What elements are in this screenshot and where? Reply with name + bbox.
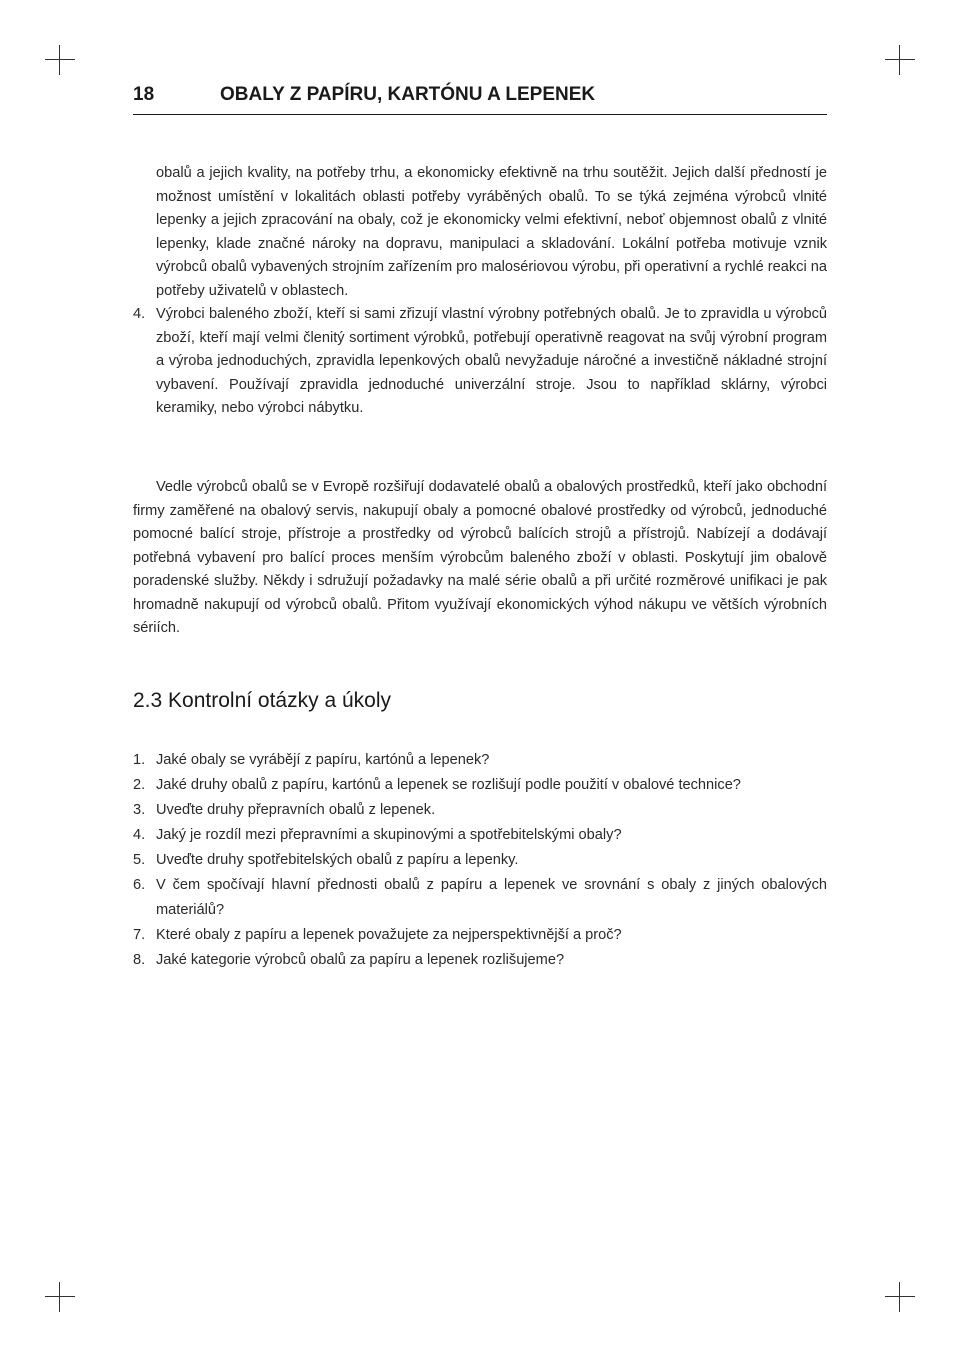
crop-mark-bottom-left	[45, 1282, 75, 1312]
question-item	[133, 798, 827, 823]
question-text: Jaké druhy obalů z papíru, kartónů a lepenek se rozlišují podle použití v obalové technice?	[156, 777, 741, 793]
crop-mark-top-left	[45, 45, 75, 75]
question-text: Uveďte druhy spotřebitelských obalů z papíru a lepenky.	[156, 852, 519, 868]
question-text: Jaké kategorie výrobců obalů za papíru a lepenek rozlišujeme?	[156, 952, 565, 968]
question-item	[133, 748, 827, 773]
crop-mark-bottom-right	[885, 1282, 915, 1312]
question-item	[133, 823, 827, 848]
chapter-title: OBALY Z PAPÍRU, KARTÓNU A LEPENEK	[220, 84, 596, 105]
question-number: 4.	[133, 827, 146, 843]
question-number: 1.	[133, 752, 146, 768]
question-text: V čem spočívají hlavní přednosti obalů z papíru a lepenek ve srovnání s obaly z jiných obalových materiálů?	[156, 877, 827, 918]
main-paragraph: Vedle výrobců obalů se v Evropě rozšiřují dodavatelé obalů a obalových prostředků, kteří jako obchodní firmy zaměřené na obalový servis, nakupují obaly a pomocné obalové prostředky od výrobců, jednoduché pomocné balící stroje, přístroje a prostředky od výrobců balících strojů a přístrojů. Nabízejí a dodávají potřebná vybavení pro balící proces menším výrobcům baleného zboží v oblasti. Poskytují jim obalově poradenské služby. Někdy i sdružují požadavky na malé série obalů a při určité rozměrové unifikaci je pak hromadně nakupují od výrobců obalů. Přitom využívají ekonomických výhod nákupu ve větších výrobních sériích.	[133, 479, 827, 636]
list-item-4	[133, 303, 827, 421]
page-number: 18	[133, 84, 155, 105]
question-item	[133, 948, 827, 973]
list-item-text: Výrobci baleného zboží, kteří si sami zřizují vlastní výrobny potřebných obalů. Je to zpravidla u výrobců zboží, kteří mají velmi členitý sortiment výrobků, potřebují operativně reagovat na svůj výrobní program a výroba jednoduchých, zpravidla lepenkových obalů nevyžaduje náročné a investičně nákladné strojní vybavení. Používají zpravidla jednoduché univerzální stroje. Jsou to například sklárny, výrobci keramiky, nebo výrobci nábytku.	[156, 306, 827, 416]
question-text: Jaké obaly se vyrábějí z papíru, kartónů a lepenek?	[156, 752, 490, 768]
list-item-number: 4.	[133, 306, 146, 322]
body-text-top	[133, 162, 827, 421]
question-number: 2.	[133, 777, 146, 793]
question-text: Jaký je rozdíl mezi přepravními a skupinovými a spotřebitelskými obaly?	[156, 827, 622, 843]
question-number: 8.	[133, 952, 146, 968]
section-heading: 2.3 Kontrolní otázky a úkoly	[133, 689, 391, 712]
question-item	[133, 923, 827, 948]
question-item	[133, 773, 827, 798]
question-number: 6.	[133, 877, 146, 893]
question-item	[133, 873, 827, 923]
continued-paragraph: obalů a jejich kvality, na potřeby trhu, a ekonomicky efektivně na trhu soutěžit. Jejich další předností je možnost umístění v lokalitách oblasti potřeby vyráběných obalů. To se týká zejména výrobců vlnité lepenky a jejich zpracování na obaly, což je ekonomicky velmi efektivní, neboť objemnost obalů z vlnité lepenky, klade značné nároky na dopravu, manipulaci a skladování. Lokální potřeba motivuje vznik výrobců obalů vybavených strojním zařízením pro malosériovou výrobu, při operativní a rychlé reakci na potřeby uživatelů v oblastech.	[156, 165, 827, 299]
question-number: 7.	[133, 927, 146, 943]
body-text-main	[133, 476, 827, 641]
question-number: 3.	[133, 802, 146, 818]
question-text: Uveďte druhy přepravních obalů z lepenek.	[156, 802, 436, 818]
running-header	[133, 84, 827, 115]
question-item	[133, 848, 827, 873]
question-text: Které obaly z papíru a lepenek považujete za nejperspektivnější a proč?	[156, 927, 622, 943]
crop-mark-top-right	[885, 45, 915, 75]
questions-list	[133, 748, 827, 973]
question-number: 5.	[133, 852, 146, 868]
